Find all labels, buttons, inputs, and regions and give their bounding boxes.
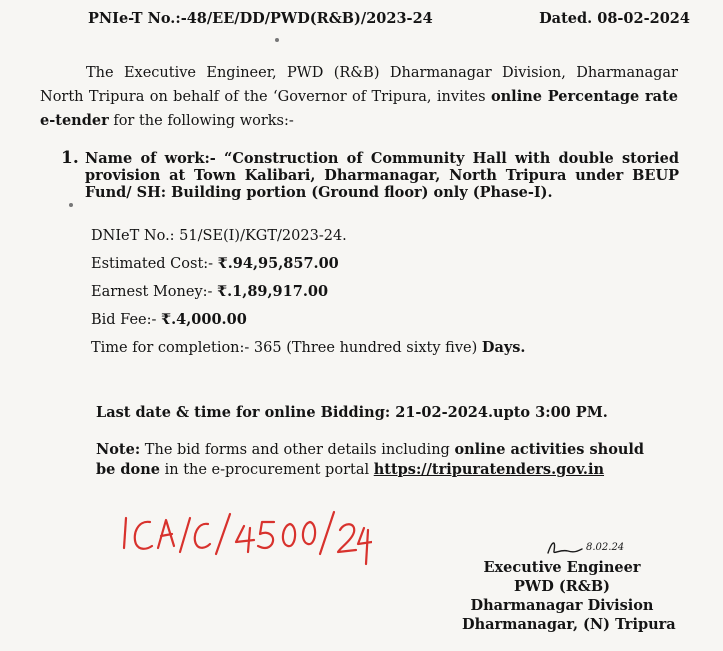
note-bold-text: online activities should be done bbox=[96, 441, 645, 478]
bid-fee-row bbox=[91, 306, 525, 334]
note-text-2: in the e-procurement portal bbox=[160, 462, 374, 478]
intro-text-2: for the following works:- bbox=[108, 113, 294, 129]
portal-link[interactable]: https://tripuratenders.gov.in bbox=[373, 461, 605, 478]
signatory-department: PWD (R&B) bbox=[514, 578, 610, 595]
notice-number: PNIe-T No.:-48/EE/DD/PWD(R&B)/2023-24 bbox=[88, 10, 433, 27]
note-text-1: The bid forms and other details including bbox=[140, 442, 455, 458]
dniet-number: DNIeT No.: 51/SE(I)/KGT/2023-24. bbox=[91, 228, 347, 244]
signature bbox=[540, 537, 670, 559]
estimated-cost-row bbox=[91, 250, 525, 278]
handwritten-reference bbox=[112, 500, 372, 580]
intro-paragraph bbox=[40, 61, 678, 133]
intro-text-1: The Executive Engineer, PWD (R&B) Dharmanagar Division, Dharmanagar North Tripura on behalf of the ‘Governor of Tripura, invites bbox=[40, 65, 678, 105]
completion-time-unit: Days. bbox=[481, 339, 526, 356]
signatory-block bbox=[462, 558, 676, 634]
work-item-1 bbox=[61, 150, 679, 201]
notice-date: Dated. 08-02-2024 bbox=[539, 10, 690, 27]
signatory-location: Dharmanagar, (N) Tripura bbox=[462, 616, 676, 633]
estimated-cost-label: Estimated Cost:- bbox=[91, 256, 218, 272]
work-item-number: 1. bbox=[61, 148, 79, 168]
signatory-division: Dharmanagar Division bbox=[470, 597, 654, 614]
bid-fee-label: Bid Fee:- bbox=[91, 312, 162, 328]
signature-date: 8.02.24 bbox=[586, 542, 625, 553]
bidding-deadline: Last date & time for online Bidding: 21-02-2024.upto 3:00 PM. bbox=[96, 404, 608, 421]
work-details bbox=[91, 222, 525, 362]
note-label: Note: bbox=[96, 441, 141, 458]
handwritten-reference-ink bbox=[112, 500, 372, 580]
earnest-money-label: Earnest Money:- bbox=[91, 284, 218, 300]
scan-speck bbox=[275, 38, 279, 42]
earnest-money-row bbox=[91, 278, 525, 306]
earnest-money-value: ₹.1,89,917.00 bbox=[217, 283, 329, 300]
work-item-name: Name of work:- “Construction of Community Hall with double storied provision at Town Kalibari, Dharmanagar, North Tripura under BEUP Fund/ SH: Building portion (Ground floor) only (Phase-I). bbox=[85, 150, 679, 201]
completion-time-label: Time for completion:- 365 (Three hundred sixty five) bbox=[91, 340, 482, 356]
estimated-cost-value: ₹.94,95,857.00 bbox=[217, 255, 339, 272]
completion-time-row bbox=[91, 334, 525, 362]
note-paragraph bbox=[96, 440, 656, 480]
intro-tender-type: online Percentage rate e-tender bbox=[40, 88, 678, 129]
bid-fee-value: ₹.4,000.00 bbox=[161, 311, 247, 328]
bullet-mark bbox=[69, 203, 73, 207]
signatory-designation: Executive Engineer bbox=[483, 559, 641, 576]
signature-ink bbox=[540, 537, 670, 559]
